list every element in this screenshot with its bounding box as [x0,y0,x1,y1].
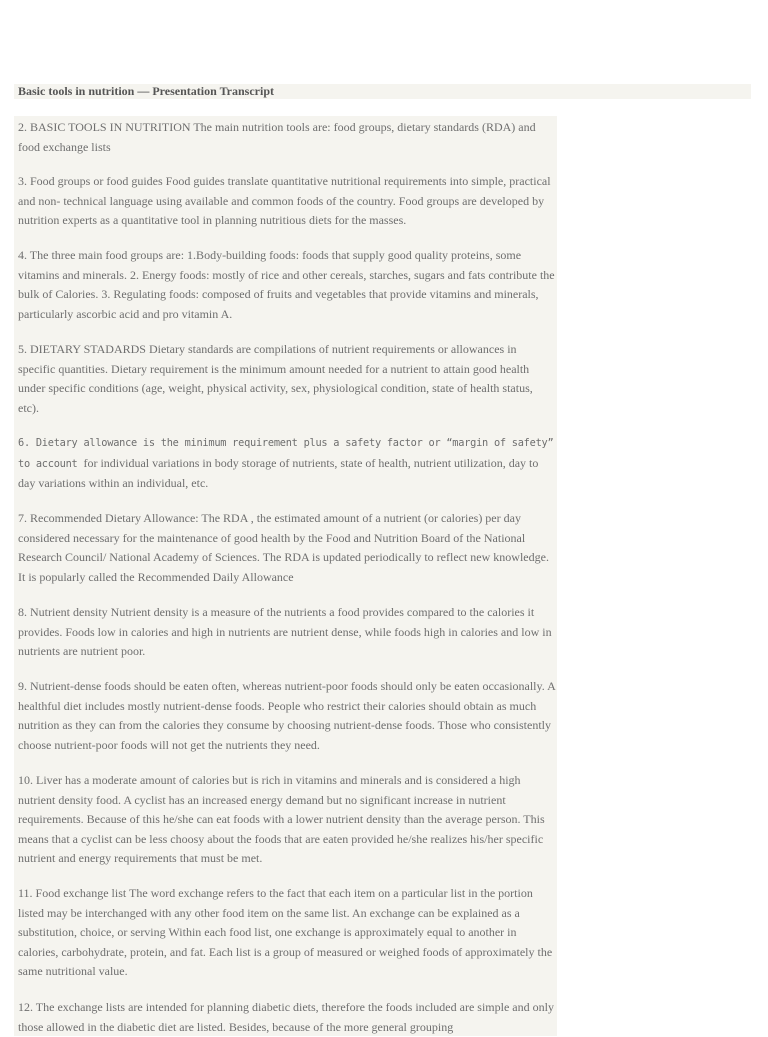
page-title: Basic tools in nutrition — Presentation Transcript [18,84,275,98]
slide-6-lead: 6. Dietary allowance is the minimum requirement plus a safety factor or “margin of safety” to account [18,437,554,470]
slide-6-rest: for individual variations in body storage of nutrients, state of health, nutrient utilization, day to day variations within an individual, etc. [18,455,539,490]
slide-4-text: 4. The three main food groups are: 1.Body-building foods: foods that supply good quality proteins, some vitamins and minerals. 2. Energy foods: mostly of rice and other cereals, starches, sugars and fats contribute the bulk of Calories. 3. Regulating foods: composed of fruits and vegetables that provide vitamins and minerals, particularly ascorbic acid and pro vitamin A. [18,248,555,321]
slide-11-text: 11. Food exchange list The word exchange refers to the fact that each item on a particular list in the portion listed may be interchanged with any other food item on the same list. An exchange can be explained as a substitution, choice, or serving Within each food list, one exchange is approximately equal to another in calories, carbohydrate, protein, and fat. Each list is a group of measured or weighed foods of approximately the same nutritional value. [18,886,553,978]
transcript-panel [14,116,557,1036]
slide-6-text [18,434,556,495]
slide-9-text: 9. Nutrient-dense foods should be eaten often, whereas nutrient-poor foods should only be eaten occasionally. A healthful diet includes mostly nutrient-dense foods. People who restrict their calories should obtain as much nutrition as they can from the calories they consume by choosing nutrient-dense foods. Those who consistently choose nutrient-poor foods will not get the nutrients they need. [18,679,556,752]
slide-3-text: 3. Food groups or food guides Food guides translate quantitative nutritional requirements into simple, practical and non- technical language using available and common foods of the country. Food groups are developed by nutrition experts as a quantitative tool in planning nutritious diets for the masses. [18,174,551,227]
slide-12-text: 12. The exchange lists are intended for planning diabetic diets, therefore the foods included are simple and only those allowed in the diabetic diet are listed. Besides, because of the more general grouping [18,1000,554,1034]
slide-10-text: 10. Liver has a moderate amount of calories but is rich in vitamins and minerals and is considered a high nutrient density food. A cyclist has an increased energy demand but no significant increase in nutrient requirements. Because of this he/she can eat foods with a lower nutrient density than the average person. This means that a cyclist can be less choosy about the foods that are eaten provided he/she realizes his/her specific nutrient and energy requirements that must be met. [18,773,545,865]
slide-5-text: 5. DIETARY STADARDS Dietary standards are compilations of nutrient requirements or allowances in specific quantities. Dietary requirement is the minimum amount needed for a nutrient to attain good health under specific conditions (age, weight, physical activity, sex, physiological condition, state of health status, etc). [18,342,533,415]
slide-7-text: 7. Recommended Dietary Allowance: The RDA , the estimated amount of a nutrient (or calories) per day considered necessary for the maintenance of good health by the Food and Nutrition Board of the National Research Council/ National Academy of Sciences. The RDA is updated periodically to reflect new knowledge. It is popularly called the Recommended Daily Allowance [18,511,549,584]
transcript-header [14,84,751,99]
slide-8-text: 8. Nutrient density Nutrient density is a measure of the nutrients a food provides compared to the calories it provides. Foods low in calories and high in nutrients are nutrient dense, while foods high in calories and low in nutrients are nutrient poor. [18,605,552,658]
slide-2-text: 2. BASIC TOOLS IN NUTRITION The main nutrition tools are: food groups, dietary standards (RDA) and food exchange lists [18,120,536,154]
